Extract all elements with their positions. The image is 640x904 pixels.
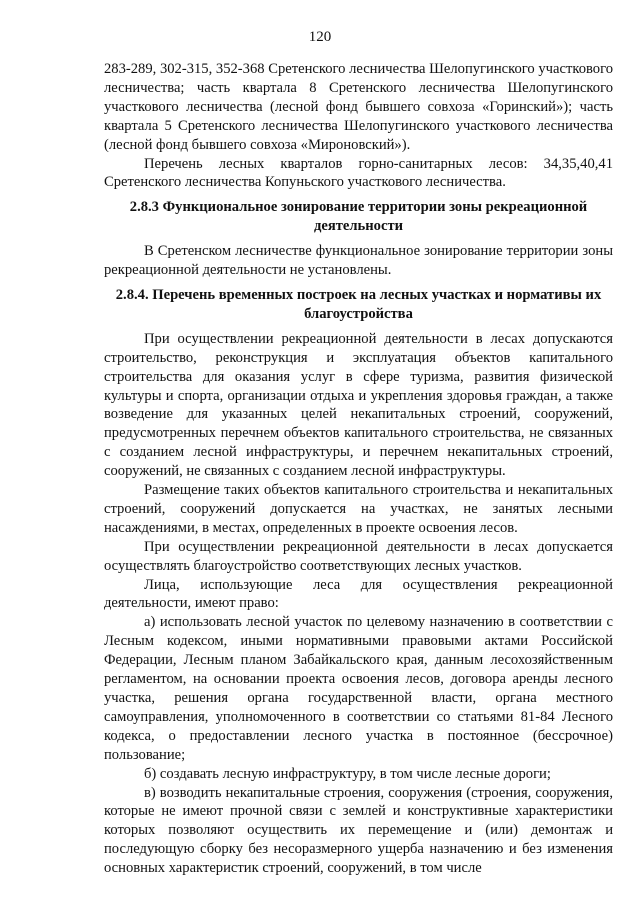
document-body bbox=[104, 60, 613, 878]
paragraph-recreation-construction: При осуществлении рекреационной деятельности в лесах допускаются строительство, реконструкция и эксплуатация объектов капитального строительства для оказания услуг в сфере туризма, развития физической культуры и спорта, организации отдыха и укрепления здоровья граждан, а также возведение для указанных целей некапитальных строений, сооружений, предусмотренных перечнем объектов капитального строительства, не связанных с созданием лесной инфраструктуры, и перечнем некапитальных строений, сооружений, не связанных с созданием лесной инфраструктуры. bbox=[104, 330, 613, 480]
paragraph-continuation: 283-289, 302-315, 352-368 Сретенского лесничества Шелопугинского участкового лесничества; часть квартала 8 Сретенского лесничества Шелопугинского участкового лесничества (лесной фонд бывшего совхоза «Горинский»); часть квартала 5 Сретенского лесничества Шелопугинского участкового лесничества (лесной фонд бывшего совхоза «Мироновский»). bbox=[104, 61, 613, 153]
page-number: 120 bbox=[308, 29, 332, 45]
paragraph-zoning: В Сретенском лесничестве функциональное зонирование территории зоны рекреационной деятельности не установлены. bbox=[104, 243, 613, 279]
list-item-b: б) создавать лесную инфраструктуру, в том числе лесные дороги; bbox=[144, 765, 551, 782]
list-item-v: в) возводить некапитальные строения, сооружения (строения, сооружения, которые не имеют прочной связи с землей и конструктивные характеристики которых позволяют осуществить их перемещение и (или) демонтаж и последующую сборку без несоразмерного ущерба назначению и без изменения основных характеристик строений, сооружений, в том числе bbox=[104, 784, 613, 877]
paragraph-placement: Размещение таких объектов капитального строительства и некапитальных строений, сооружений допускается на участках, не занятых лесными насаждениями, в местах, определенных в проекте освоения лесов. bbox=[104, 482, 613, 536]
section-heading-2-8-3: 2.8.3 Функциональное зонирование территории зоны рекреационной деятельности bbox=[129, 199, 588, 235]
paragraph-landscaping: При осуществлении рекреационной деятельности в лесах допускается осуществлять благоустройство соответствующих лесных участков. bbox=[104, 538, 613, 574]
paragraph-mountain-sanitary-forests: Перечень лесных кварталов горно-санитарных лесов: 34,35,40,41 Сретенского лесничества Копуньского участкового лесничества. bbox=[104, 155, 613, 191]
paragraph-rights-intro: Лица, использующие леса для осуществления рекреационной деятельности, имеют право: bbox=[104, 576, 613, 612]
section-heading-2-8-4: 2.8.4. Перечень временных построек на лесных участках и нормативы их благоустройства bbox=[115, 286, 602, 322]
list-item-a: а) использовать лесной участок по целевому назначению в соответствии с Лесным кодексом, иными нормативными правовыми актами Российской Федерации, Лесным планом Забайкальского края, данным лесохозяйственным регламентом, на основании проекта освоения лесов, договора аренды лесного участка, решения органа государственной власти, органа местного самоуправления, уполномоченного в соответствии со статьями 81-84 Лесного кодекса, о предоставлении лесного участка в постоянное (бессрочное) пользование; bbox=[104, 614, 613, 763]
